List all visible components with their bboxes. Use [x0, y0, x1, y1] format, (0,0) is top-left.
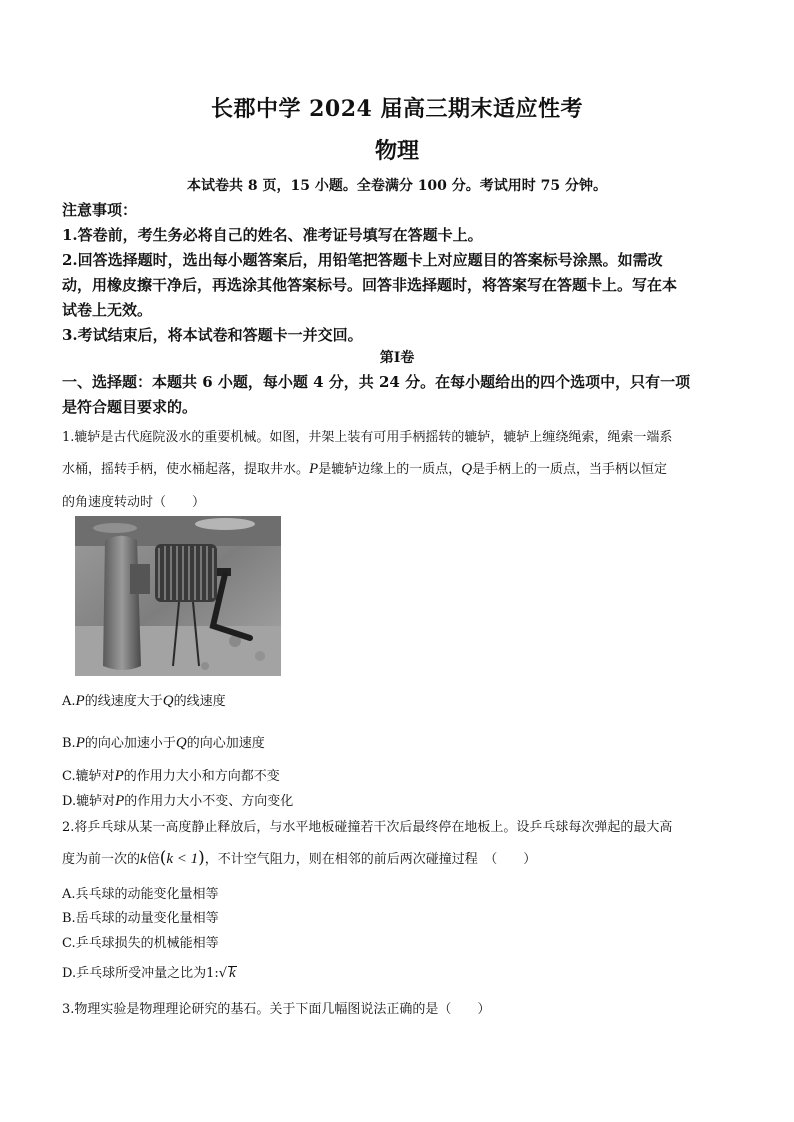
q1-stem-text: 水桶，摇转手柄，使水桶起落，提取井水。 [62, 462, 310, 477]
var-q: Q [175, 735, 187, 751]
q3-stem-line-1: 3.物理实验是物理理论研究的基石。关于下面几幅图说法正确的是（ ） [62, 1002, 491, 1017]
q1-option-b[interactable] [62, 732, 265, 752]
q2-option-c[interactable]: C.乒乓球损失的机械能相等 [62, 936, 219, 951]
ratio-text: 1: [206, 966, 219, 981]
condition-k: k < 1 [166, 851, 199, 867]
q1-option-a[interactable] [62, 690, 226, 710]
exam-subject: 物理 [374, 138, 419, 164]
option-text: 的作用力大小不变、方向变化 [124, 794, 294, 809]
q2-stem-text: ，不计空气阻力，则在相邻的前后两次碰撞过程 （ ） [204, 852, 537, 867]
q2-stem-text: 倍 [146, 852, 160, 867]
option-text: 的向心加速小于 [84, 736, 176, 751]
option-text: 的作用力大小和方向都不变 [123, 769, 280, 784]
option-text: 的线速度 [173, 694, 226, 709]
q2-option-d[interactable] [62, 962, 237, 981]
notice-item-1: 1.答卷前，考生务必将自己的姓名、准考证号填写在答题卡上。 [62, 226, 483, 244]
option-text: D.乒乓球所受冲量之比为 [62, 966, 207, 981]
notice-item-2-line-1: 2.回答选择题时，选出每小题答案后，用铅笔把答题卡上对应题目的答案标号涂黑。如需改 [62, 251, 663, 269]
q1-stem-line-2 [62, 458, 667, 478]
windlass-photo [75, 516, 281, 676]
var-q: Q [461, 461, 473, 477]
notice-item-2-line-2: 动，用橡皮擦干净后，再选涂其他答案标号。回答非选择题时，将答案写在答题卡上。写在本 [62, 276, 678, 294]
section-title: 第Ⅰ卷 [379, 350, 415, 366]
q1-stem-line-1: 1.辘轳是古代庭院汲水的重要机械。如图，井架上装有可用手柄摇转的辘轳，辘轳上缠绕绳索，绳索一端系 [62, 430, 673, 445]
notice-item-2-line-3: 试卷上无效。 [62, 301, 153, 319]
option-text: 的线速度大于 [84, 694, 163, 709]
notice-heading: 注意事项： [62, 201, 138, 219]
sqrt-sign: √ [218, 966, 228, 981]
sqrt-radicand: k [229, 965, 236, 981]
paren-close: ) [198, 848, 205, 868]
q1-stem-text: 是辘轳边缘上的一质点， [318, 462, 462, 477]
q2-stem-line-1: 2.将乒乓球从某一高度静止释放后，与水平地板碰撞若干次后最终停在地板上。设乒乓球每次弹起的最大高 [62, 820, 673, 835]
option-text: C.辘轳对 [62, 769, 115, 784]
option-label: B. [62, 736, 76, 751]
section-heading-line-1: 一、选择题：本题共 6 小题，每小题 4 分，共 24 分。在每小题给出的四个选项中，只有一项 [62, 373, 691, 391]
var-p: P [309, 461, 319, 477]
q1-option-d[interactable] [62, 790, 293, 810]
q1-stem-text: 是手柄上的一质点，当手柄以恒定 [472, 462, 668, 477]
q2-option-a[interactable]: A.兵乓球的动能变化量相等 [62, 887, 219, 902]
q1-option-c[interactable] [62, 765, 280, 785]
q1-stem-line-3: 的角速度转动时（ ） [62, 495, 206, 510]
var-p: P [114, 768, 124, 784]
option-text: D.辘轳对 [62, 794, 116, 809]
var-k: k [140, 851, 147, 867]
q2-stem-text: 度为前一次的 [62, 852, 141, 867]
q2-option-b[interactable]: B.岳乓球的动量变化量相等 [62, 911, 219, 926]
q2-stem-line-2 [62, 848, 536, 868]
var-p: P [75, 693, 85, 709]
notice-item-3: 3.考试结束后，将本试卷和答题卡一并交回。 [62, 326, 363, 344]
option-label: A. [62, 694, 76, 709]
var-q: Q [162, 693, 174, 709]
option-text: 的向心加速度 [186, 736, 265, 751]
exam-title: 长郡中学 2024 届高三期末适应性考 [210, 96, 584, 122]
var-p: P [115, 793, 125, 809]
exam-info: 本试卷共 8 页，15 小题。全卷满分 100 分。考试用时 75 分钟。 [186, 178, 608, 194]
section-heading-line-2: 是符合题目要求的。 [62, 398, 198, 416]
var-p: P [75, 735, 85, 751]
paren-open: ( [159, 848, 167, 868]
